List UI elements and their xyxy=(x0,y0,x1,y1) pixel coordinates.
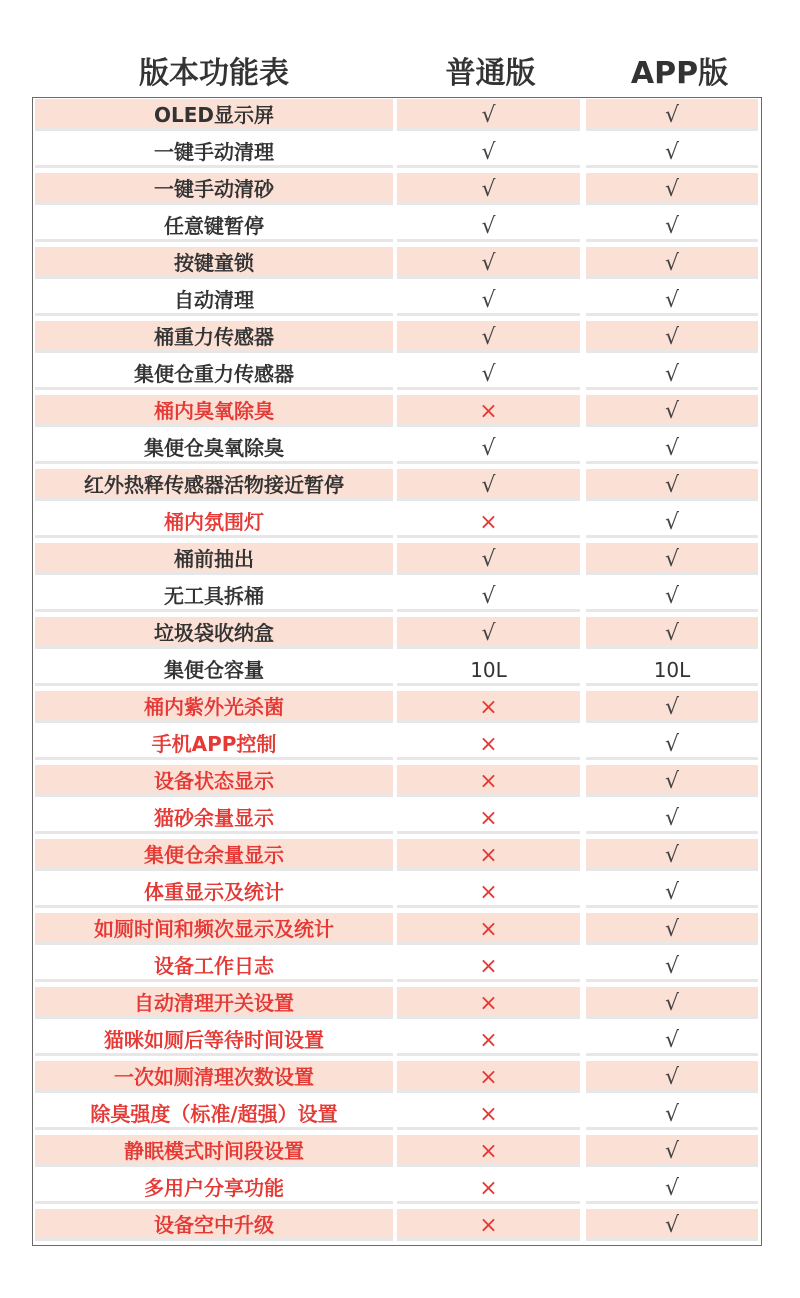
table-row xyxy=(33,135,761,172)
feature-name-cell: 猫砂余量显示 xyxy=(35,802,393,834)
check-icon: √ xyxy=(664,1176,680,1201)
table-row xyxy=(33,98,761,135)
app-version-cell xyxy=(586,987,758,1019)
basic-version-cell xyxy=(397,136,580,168)
basic-version-cell xyxy=(397,173,580,205)
cross-icon: × xyxy=(479,732,498,757)
app-version-cell xyxy=(586,247,758,279)
app-version-cell xyxy=(586,469,758,501)
table-row xyxy=(33,283,761,320)
check-icon: √ xyxy=(664,251,680,276)
cross-icon: × xyxy=(479,769,498,794)
app-version-cell xyxy=(586,173,758,205)
table-row xyxy=(33,357,761,394)
feature-name-cell: 设备空中升级 xyxy=(35,1209,393,1241)
basic-version-cell xyxy=(397,1098,580,1130)
app-version-cell xyxy=(586,284,758,316)
app-version-cell xyxy=(586,1209,758,1241)
basic-version-cell xyxy=(397,950,580,982)
table-row xyxy=(33,801,761,838)
check-icon: √ xyxy=(481,214,496,239)
table-row xyxy=(33,1023,761,1060)
basic-version-cell xyxy=(397,210,580,242)
check-icon: √ xyxy=(664,917,680,942)
feature-name-cell: 垃圾袋收纳盒 xyxy=(35,617,393,649)
feature-name-cell: OLED显示屏 xyxy=(35,99,393,131)
cross-icon: × xyxy=(479,917,498,942)
table-row xyxy=(33,468,761,505)
check-icon: √ xyxy=(481,177,496,202)
table-row xyxy=(33,394,761,431)
basic-version-cell xyxy=(397,987,580,1019)
feature-name-cell: 桶前抽出 xyxy=(35,543,393,575)
check-icon: √ xyxy=(481,584,496,609)
check-icon: √ xyxy=(481,473,496,498)
feature-column-title: 版本功能表 xyxy=(139,56,289,91)
check-icon: √ xyxy=(664,177,680,202)
check-icon: √ xyxy=(664,510,680,535)
app-version-cell xyxy=(586,765,758,797)
check-icon: √ xyxy=(664,547,680,572)
app-version-cell xyxy=(586,950,758,982)
check-icon: √ xyxy=(664,621,680,646)
basic-version-cell xyxy=(397,321,580,353)
check-icon: √ xyxy=(664,325,680,350)
app-version-cell xyxy=(586,617,758,649)
feature-comparison-table xyxy=(32,97,762,1246)
app-version-cell xyxy=(586,691,758,723)
app-version-cell xyxy=(586,1061,758,1093)
capacity-value: 10L xyxy=(653,658,691,682)
app-version-column-title: APP版 xyxy=(630,56,729,91)
check-icon: √ xyxy=(664,732,680,757)
check-icon: √ xyxy=(664,1065,680,1090)
app-version-cell xyxy=(586,580,758,612)
app-version-cell xyxy=(586,1098,758,1130)
table-row xyxy=(33,1171,761,1208)
check-icon: √ xyxy=(664,1028,680,1053)
basic-version-cell xyxy=(397,1024,580,1056)
table-row xyxy=(33,616,761,653)
feature-name-cell: 桶内紫外光杀菌 xyxy=(35,691,393,723)
cross-icon: × xyxy=(479,1139,498,1164)
app-version-cell xyxy=(586,654,758,686)
cross-icon: × xyxy=(479,954,498,979)
basic-version-cell xyxy=(397,1135,580,1167)
check-icon: √ xyxy=(481,103,496,128)
check-icon: √ xyxy=(664,991,680,1016)
feature-name-cell: 静眠模式时间段设置 xyxy=(35,1135,393,1167)
cross-icon: × xyxy=(479,399,498,424)
table-row xyxy=(33,505,761,542)
check-icon: √ xyxy=(481,288,496,313)
check-icon: √ xyxy=(664,399,680,424)
feature-name-cell: 集便仓容量 xyxy=(35,654,393,686)
feature-name-cell: 除臭强度（标准/超强）设置 xyxy=(35,1098,393,1130)
cross-icon: × xyxy=(479,1028,498,1053)
table-row xyxy=(33,727,761,764)
check-icon: √ xyxy=(664,103,680,128)
feature-name-cell: 一键手动清理 xyxy=(35,136,393,168)
basic-version-cell xyxy=(397,802,580,834)
table-row xyxy=(33,209,761,246)
cross-icon: × xyxy=(479,1176,498,1201)
app-version-cell xyxy=(586,876,758,908)
table-row xyxy=(33,764,761,801)
feature-name-cell: 无工具拆桶 xyxy=(35,580,393,612)
check-icon: √ xyxy=(481,362,496,387)
table-row xyxy=(33,1208,761,1245)
table-row xyxy=(33,246,761,283)
check-icon: √ xyxy=(664,843,680,868)
table-row xyxy=(33,949,761,986)
table-row xyxy=(33,986,761,1023)
basic-version-cell xyxy=(397,506,580,538)
cross-icon: × xyxy=(479,880,498,905)
check-icon: √ xyxy=(664,880,680,905)
feature-name-cell: 体重显示及统计 xyxy=(35,876,393,908)
app-version-cell xyxy=(586,395,758,427)
feature-name-cell: 集便仓臭氧除臭 xyxy=(35,432,393,464)
app-version-cell xyxy=(586,99,758,131)
feature-name-cell: 桶内臭氧除臭 xyxy=(35,395,393,427)
check-icon: √ xyxy=(664,954,680,979)
cross-icon: × xyxy=(479,695,498,720)
cross-icon: × xyxy=(479,843,498,868)
basic-version-cell xyxy=(397,1209,580,1241)
app-version-cell xyxy=(586,1024,758,1056)
basic-version-cell xyxy=(397,913,580,945)
cross-icon: × xyxy=(479,806,498,831)
app-version-cell xyxy=(586,839,758,871)
app-version-cell xyxy=(586,210,758,242)
feature-name-cell: 一键手动清砂 xyxy=(35,173,393,205)
basic-version-cell xyxy=(397,876,580,908)
table-row xyxy=(33,875,761,912)
table-row xyxy=(33,1097,761,1134)
check-icon: √ xyxy=(664,1139,680,1164)
check-icon: √ xyxy=(481,251,496,276)
basic-version-cell xyxy=(397,839,580,871)
app-version-cell xyxy=(586,913,758,945)
check-icon: √ xyxy=(664,214,680,239)
table-row xyxy=(33,912,761,949)
check-icon: √ xyxy=(664,695,680,720)
check-icon: √ xyxy=(664,436,680,461)
table-row xyxy=(33,838,761,875)
feature-name-cell: 手机APP控制 xyxy=(35,728,393,760)
basic-version-cell xyxy=(397,765,580,797)
feature-name-cell: 自动清理开关设置 xyxy=(35,987,393,1019)
check-icon: √ xyxy=(481,436,496,461)
feature-name-cell: 任意键暂停 xyxy=(35,210,393,242)
table-row xyxy=(33,690,761,727)
check-icon: √ xyxy=(664,806,680,831)
table-row xyxy=(33,579,761,616)
basic-version-cell xyxy=(397,284,580,316)
app-version-cell xyxy=(586,136,758,168)
app-version-cell xyxy=(586,358,758,390)
feature-name-cell: 集便仓余量显示 xyxy=(35,839,393,871)
feature-name-cell: 按键童锁 xyxy=(35,247,393,279)
app-version-cell xyxy=(586,432,758,464)
app-version-cell xyxy=(586,802,758,834)
check-icon: √ xyxy=(664,584,680,609)
capacity-value: 10L xyxy=(470,658,507,682)
feature-name-cell: 一次如厕清理次数设置 xyxy=(35,1061,393,1093)
check-icon: √ xyxy=(664,473,680,498)
check-icon: √ xyxy=(664,140,680,165)
basic-version-cell xyxy=(397,617,580,649)
check-icon: √ xyxy=(664,769,680,794)
cross-icon: × xyxy=(479,510,498,535)
cross-icon: × xyxy=(479,1065,498,1090)
feature-name-cell: 如厕时间和频次显示及统计 xyxy=(35,913,393,945)
table-row xyxy=(33,172,761,209)
cross-icon: × xyxy=(479,1102,498,1127)
feature-name-cell: 设备状态显示 xyxy=(35,765,393,797)
app-version-cell xyxy=(586,1135,758,1167)
check-icon: √ xyxy=(664,288,680,313)
basic-version-cell xyxy=(397,432,580,464)
app-version-cell xyxy=(586,321,758,353)
basic-version-cell xyxy=(397,691,580,723)
check-icon: √ xyxy=(481,140,496,165)
feature-name-cell: 桶内氛围灯 xyxy=(35,506,393,538)
check-icon: √ xyxy=(481,325,496,350)
app-version-cell xyxy=(586,506,758,538)
cross-icon: × xyxy=(479,991,498,1016)
check-icon: √ xyxy=(481,547,496,572)
feature-name-cell: 自动清理 xyxy=(35,284,393,316)
table-row xyxy=(33,653,761,690)
table-row xyxy=(33,431,761,468)
basic-version-cell xyxy=(397,99,580,131)
basic-version-column-title: 普通版 xyxy=(445,56,536,91)
table-row xyxy=(33,1060,761,1097)
basic-version-cell xyxy=(397,1172,580,1204)
feature-name-cell: 设备工作日志 xyxy=(35,950,393,982)
app-version-cell xyxy=(586,543,758,575)
basic-version-cell xyxy=(397,580,580,612)
basic-version-cell xyxy=(397,1061,580,1093)
basic-version-cell xyxy=(397,247,580,279)
basic-version-cell xyxy=(397,654,580,686)
feature-name-cell: 红外热释传感器活物接近暂停 xyxy=(35,469,393,501)
table-row xyxy=(33,320,761,357)
feature-name-cell: 多用户分享功能 xyxy=(35,1172,393,1204)
app-version-cell xyxy=(586,728,758,760)
check-icon: √ xyxy=(664,1213,680,1238)
feature-name-cell: 猫咪如厕后等待时间设置 xyxy=(35,1024,393,1056)
basic-version-cell xyxy=(397,543,580,575)
basic-version-cell xyxy=(397,728,580,760)
basic-version-cell xyxy=(397,395,580,427)
check-icon: √ xyxy=(664,1102,680,1127)
app-version-cell xyxy=(586,1172,758,1204)
feature-name-cell: 桶重力传感器 xyxy=(35,321,393,353)
check-icon: √ xyxy=(481,621,496,646)
feature-name-cell: 集便仓重力传感器 xyxy=(35,358,393,390)
table-row xyxy=(33,1134,761,1171)
basic-version-cell xyxy=(397,469,580,501)
table-header xyxy=(0,50,800,98)
check-icon: √ xyxy=(664,362,680,387)
table-row xyxy=(33,542,761,579)
cross-icon: × xyxy=(479,1213,498,1238)
basic-version-cell xyxy=(397,358,580,390)
